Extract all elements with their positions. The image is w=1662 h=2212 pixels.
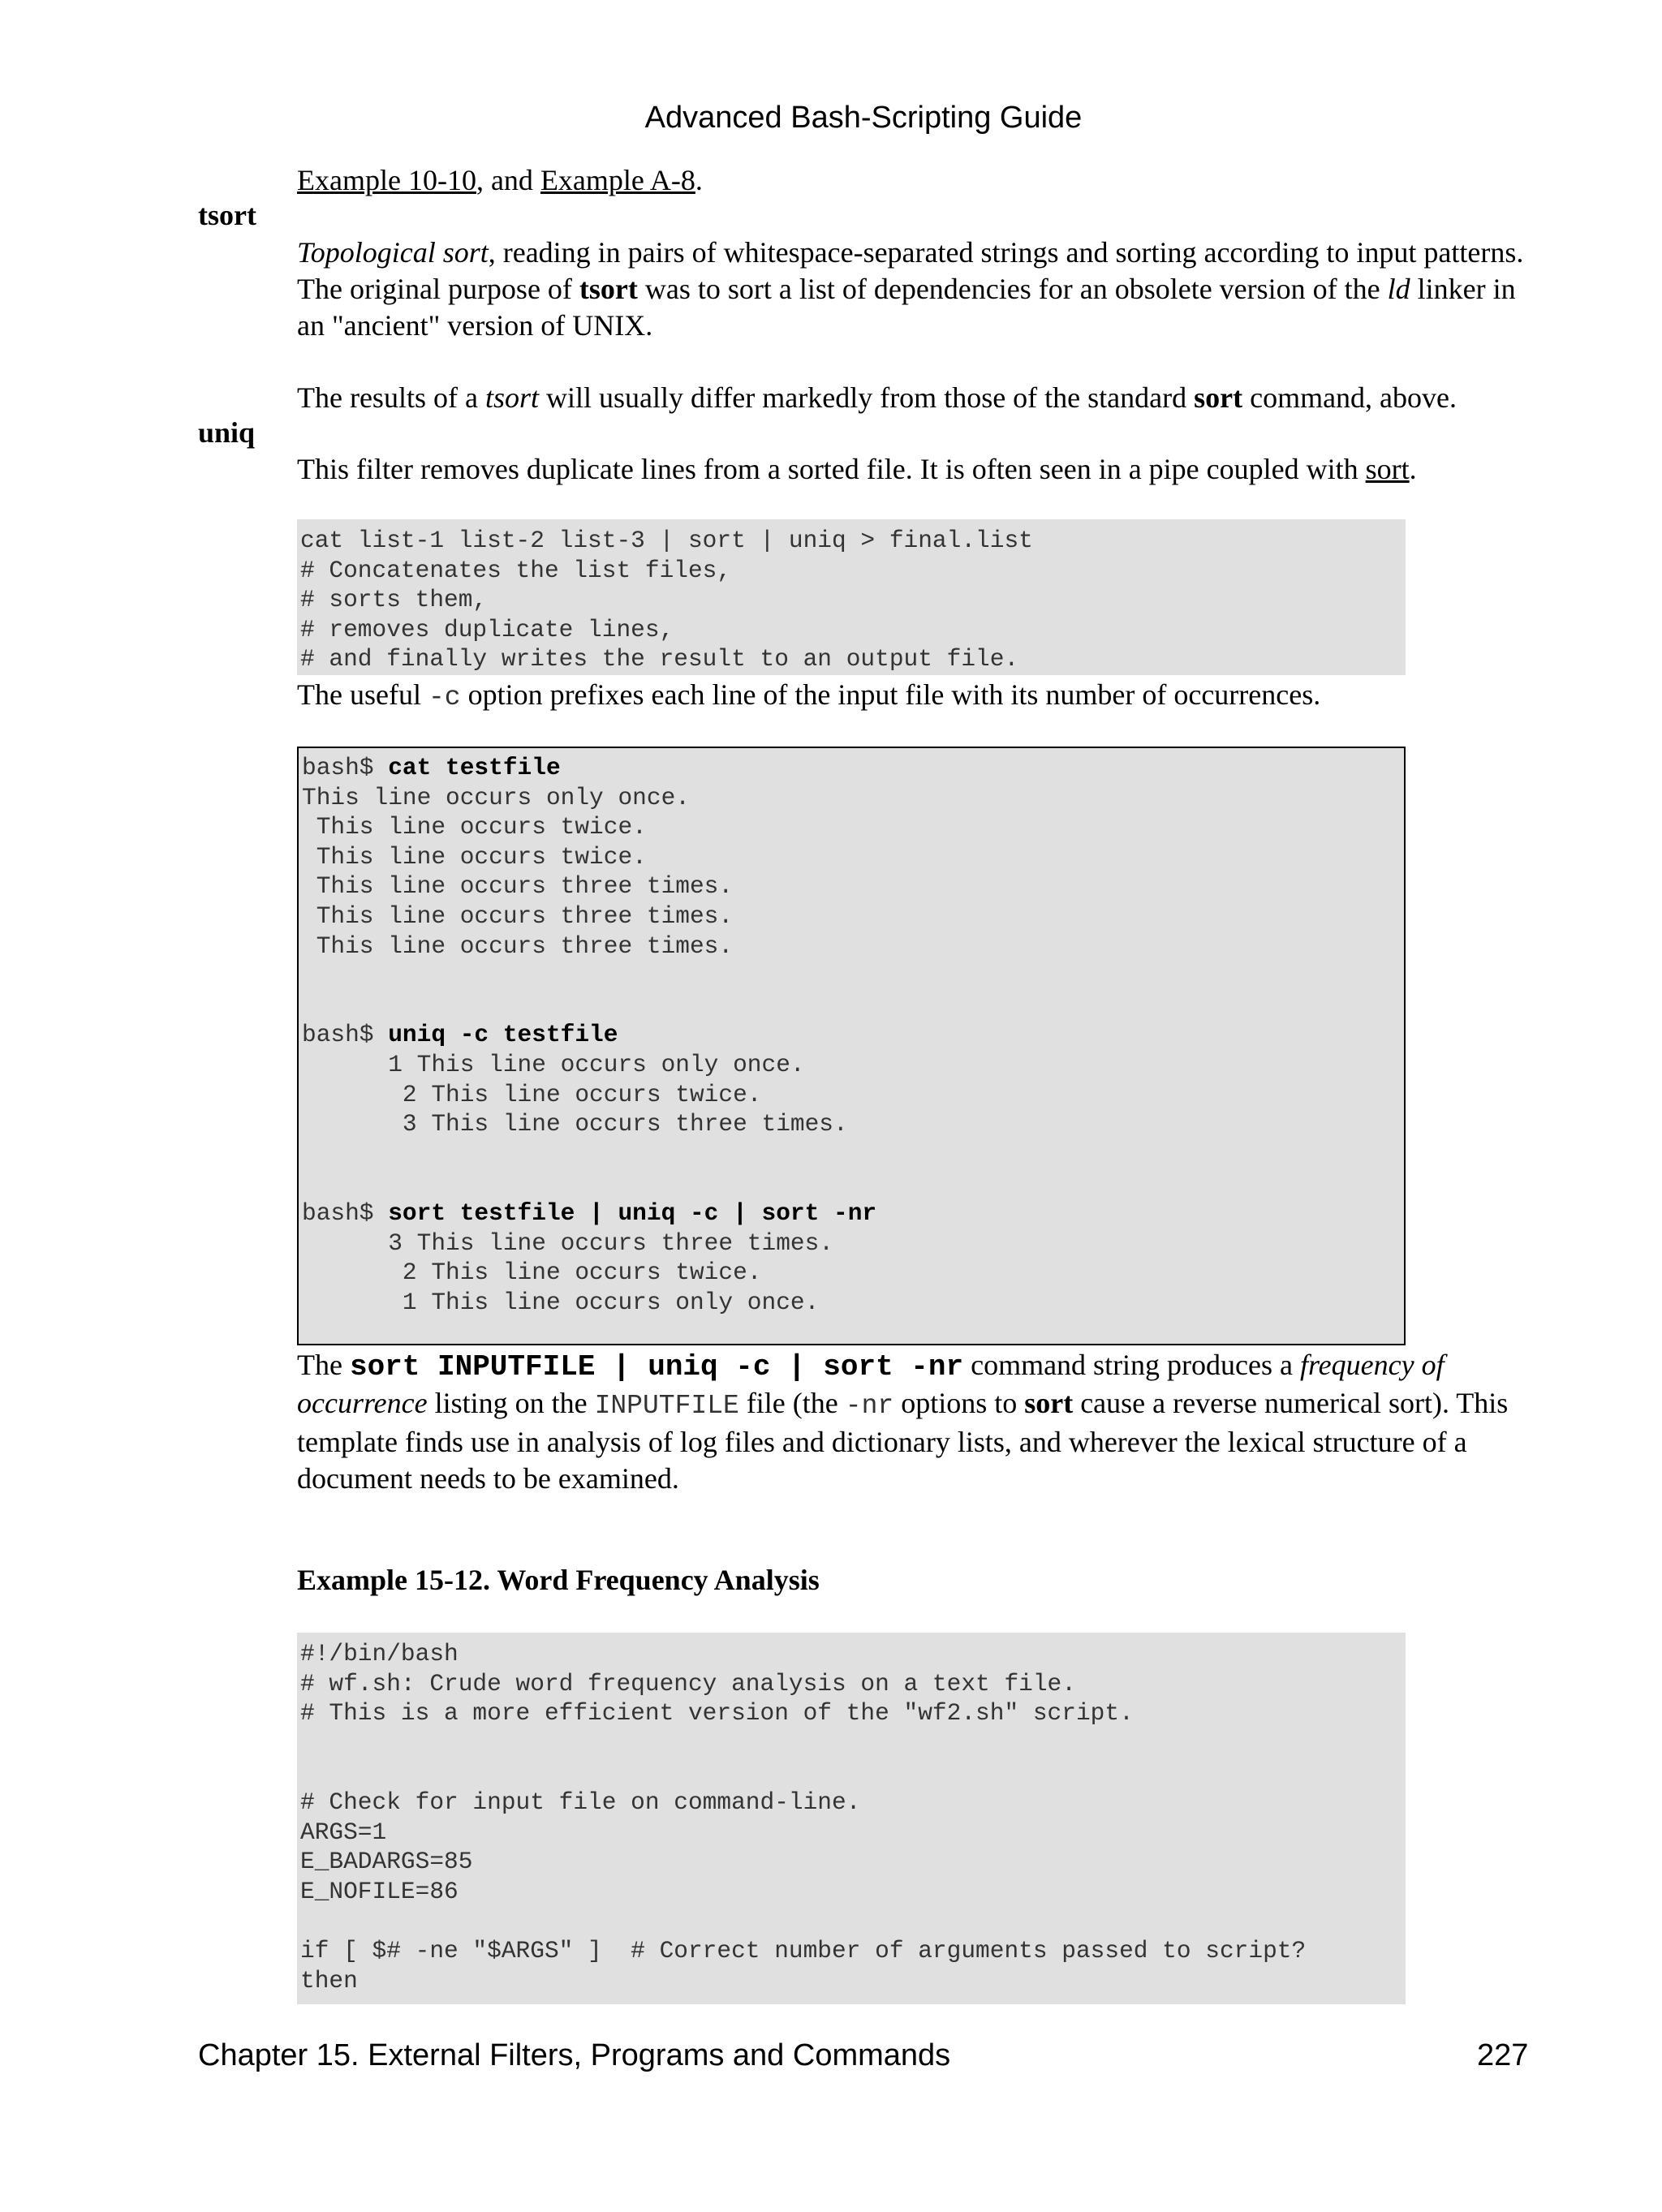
output-line: 2 This line occurs twice. (302, 1080, 762, 1108)
code-line: if [ $# -ne "$ARGS" ] # Correct number of arguments passed to script? (300, 1936, 1307, 1965)
uniq-p3-d: file (the (738, 1387, 846, 1419)
uniq-description (297, 451, 1531, 488)
tsort-p2-b: tsort (484, 381, 539, 414)
code-line: # and finally writes the result to an output file. (300, 645, 1019, 673)
output-line: This line occurs only once. (302, 783, 690, 811)
link-sort[interactable]: sort (1365, 453, 1410, 485)
prompt: bash$ (302, 1199, 389, 1227)
tsort-p1-b: tsort (579, 273, 638, 305)
page-header: Advanced Bash-Scripting Guide (644, 101, 1083, 135)
uniq-p3-em: frequency of occurrence (297, 1349, 1445, 1419)
uniq-p2-a: The useful (297, 678, 428, 711)
code-line: # This is a more efficient version of the "wf2.sh" script. (300, 1699, 1134, 1728)
uniq-p1-a: This filter removes duplicate lines from a sorted file. It is often seen in a pipe coupled with (297, 453, 1366, 485)
output-line: 1 This line occurs only once. (302, 1288, 820, 1316)
code-line: # removes duplicate lines, (300, 615, 674, 643)
output-line: This line occurs twice. (302, 813, 647, 841)
uniq-p2-b: option prefixes each line of the input file with its number of occurrences. (460, 678, 1321, 711)
tsort-p1-d: ld (1387, 273, 1410, 305)
intro-sep: , and (476, 164, 540, 196)
output-line: This line occurs twice. (302, 842, 647, 871)
command: cat testfile (388, 754, 561, 781)
uniq-p3-c: listing on the (427, 1387, 595, 1419)
uniq-p3-bold: sort (1024, 1387, 1074, 1419)
tsort-p1-c: was to sort a list of dependencies for an obsolete version of the (637, 273, 1388, 305)
uniq-c-option (297, 677, 1531, 716)
prompt: bash$ (302, 1021, 389, 1049)
intro-line (297, 162, 1531, 199)
uniq-p1-end: . (1409, 453, 1417, 485)
uniq-p3-b: command string produces a (963, 1349, 1300, 1381)
output-line: 1 This line occurs only once. (302, 1050, 805, 1078)
tsort-p1-a: , reading in pairs of whitespace-separated strings and sorting according to input patterns. The original purpose of (297, 236, 1524, 305)
output-line: This line occurs three times. (302, 902, 734, 930)
command: uniq -c testfile (388, 1021, 618, 1049)
uniq-frequency-paragraph (297, 1347, 1531, 1497)
link-example-a-8[interactable]: Example A-8 (540, 164, 695, 196)
output-line: This line occurs three times. (302, 872, 734, 901)
tsort-p2-d: sort (1194, 381, 1243, 414)
command: sort testfile | uniq -c | sort -nr (388, 1199, 877, 1227)
output-line: 2 This line occurs twice. (302, 1259, 762, 1287)
code-line: then (300, 1966, 358, 1995)
uniq-p3-e: options to (893, 1387, 1025, 1419)
uniq-p3-code1: INPUTFILE (594, 1391, 739, 1421)
example-title: Example 15-12. Word Frequency Analysis (297, 1564, 820, 1596)
uniq-p3-code2: -nr (845, 1391, 894, 1421)
tsort-p2-a: The results of a (297, 381, 485, 414)
tsort-description (297, 235, 1531, 416)
output-line: 3 This line occurs three times. (302, 1229, 834, 1257)
term-uniq: uniq (198, 416, 256, 449)
output-line: This line occurs three times. (302, 932, 734, 960)
code-line: ARGS=1 (300, 1818, 387, 1846)
uniq-p2-code: -c (428, 682, 461, 712)
tsort-p2-e: command, above. (1242, 381, 1457, 414)
code-line: #!/bin/bash (300, 1640, 459, 1668)
uniq-p3-f: cause a reverse numerical sort). This template finds use in analysis of log files and dictionary lists, and wherever the lexical structure of a document needs to be examined. (297, 1387, 1509, 1495)
tsort-p1-e: linker in an "ancient" version of UNIX. (297, 273, 1516, 342)
footer-page-number: 227 (1477, 2038, 1529, 2072)
uniq-p3-a: The (297, 1349, 350, 1381)
output-line: 3 This line occurs three times. (302, 1110, 848, 1138)
code-line: # Check for input file on command-line. (300, 1788, 861, 1816)
code-line: E_NOFILE=86 (300, 1877, 459, 1905)
uniq-p3-cmd: sort INPUTFILE | uniq -c | sort -nr (349, 1350, 964, 1384)
code-block-uniq-pipe (297, 519, 1406, 675)
prompt: bash$ (302, 754, 389, 781)
term-tsort: tsort (198, 199, 256, 231)
footer-chapter: Chapter 15. External Filters, Programs and Commands (198, 2038, 951, 2072)
link-example-10-10[interactable]: Example 10-10 (297, 164, 476, 196)
code-line: # wf.sh: Crude word frequency analysis on a text file. (300, 1669, 1076, 1698)
tsort-p1-em: Topological sort (297, 236, 489, 269)
tsort-p2-c: will usually differ markedly from those of the standard (538, 381, 1195, 414)
intro-end: . (695, 164, 703, 196)
code-line: # sorts them, (300, 586, 488, 614)
code-line: E_BADARGS=85 (300, 1848, 473, 1876)
example-code-block (297, 1633, 1406, 2004)
code-line: cat list-1 list-2 list-3 | sort | uniq > final.list (300, 527, 1033, 554)
code-line: # Concatenates the list files, (300, 556, 732, 584)
terminal-example (297, 747, 1406, 1345)
